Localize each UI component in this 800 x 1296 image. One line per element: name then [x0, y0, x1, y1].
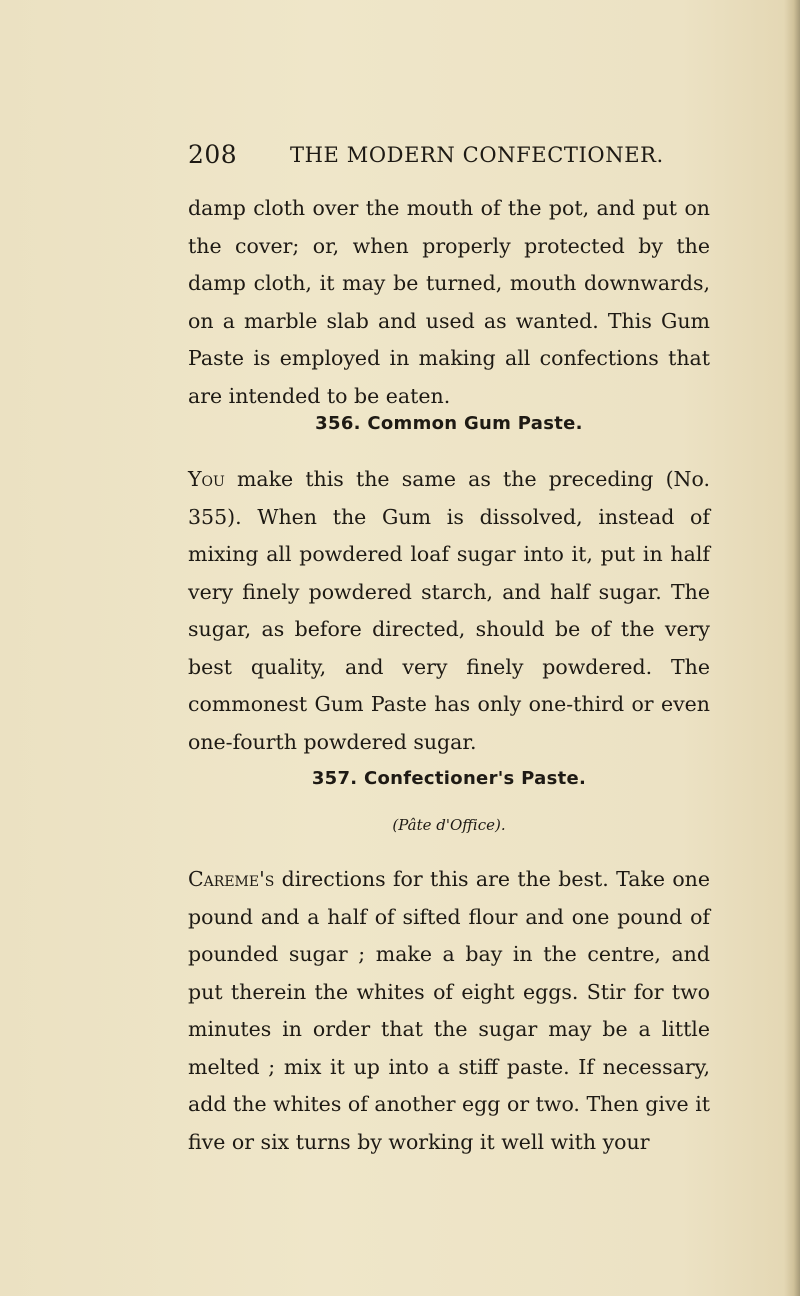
paragraph-356-body: make this the same as the preceding (No. 355). When the Gum is dissolved, instead of mixing all powdered loaf sugar into it, put in half very finely powdered starch, and half sugar. The sugar, as before directed, should be of the very best quality, and very finely powdered. The commonest Gum Paste has only one-third or even one-fourth powdered sugar. — [188, 467, 710, 754]
section-heading-357: 357. Confectioner's Paste. — [311, 768, 587, 789]
paragraph-357-body: directions for this are the best. Take one pound and a half of sifted flour and one pound of pounded sugar ; make a bay in the centre, and put therein the whites of eight eggs. Stir for two minutes in order that the sugar may be a little melted ; mix it up into a stiff paste. If necessary, add the whites of another egg or two. Then give it five or six turns by working it well with your — [188, 867, 710, 1154]
paragraph-357 — [188, 861, 710, 1161]
paragraph-356 — [188, 461, 710, 761]
section-subheading-357: (Pâte d'Office). — [392, 816, 506, 834]
paragraph-357-lead: Careme's — [188, 867, 275, 891]
page-header — [0, 140, 800, 180]
page-edge-shadow — [784, 0, 800, 1296]
paragraph-continuation: damp cloth over the mouth of the pot, and put on the cover; or, when properly protected by the damp cloth, it may be turned, mouth downwards, on a marble slab and used as wanted. This Gum Paste is employed in making all confections that are intended to be eaten. — [188, 196, 710, 408]
section-heading-356: 356. Common Gum Paste. — [315, 413, 583, 434]
paragraph-356-lead: You — [188, 467, 225, 491]
page-number: 208 — [188, 140, 238, 169]
running-title: THE MODERN CONFECTIONER. — [290, 143, 664, 167]
